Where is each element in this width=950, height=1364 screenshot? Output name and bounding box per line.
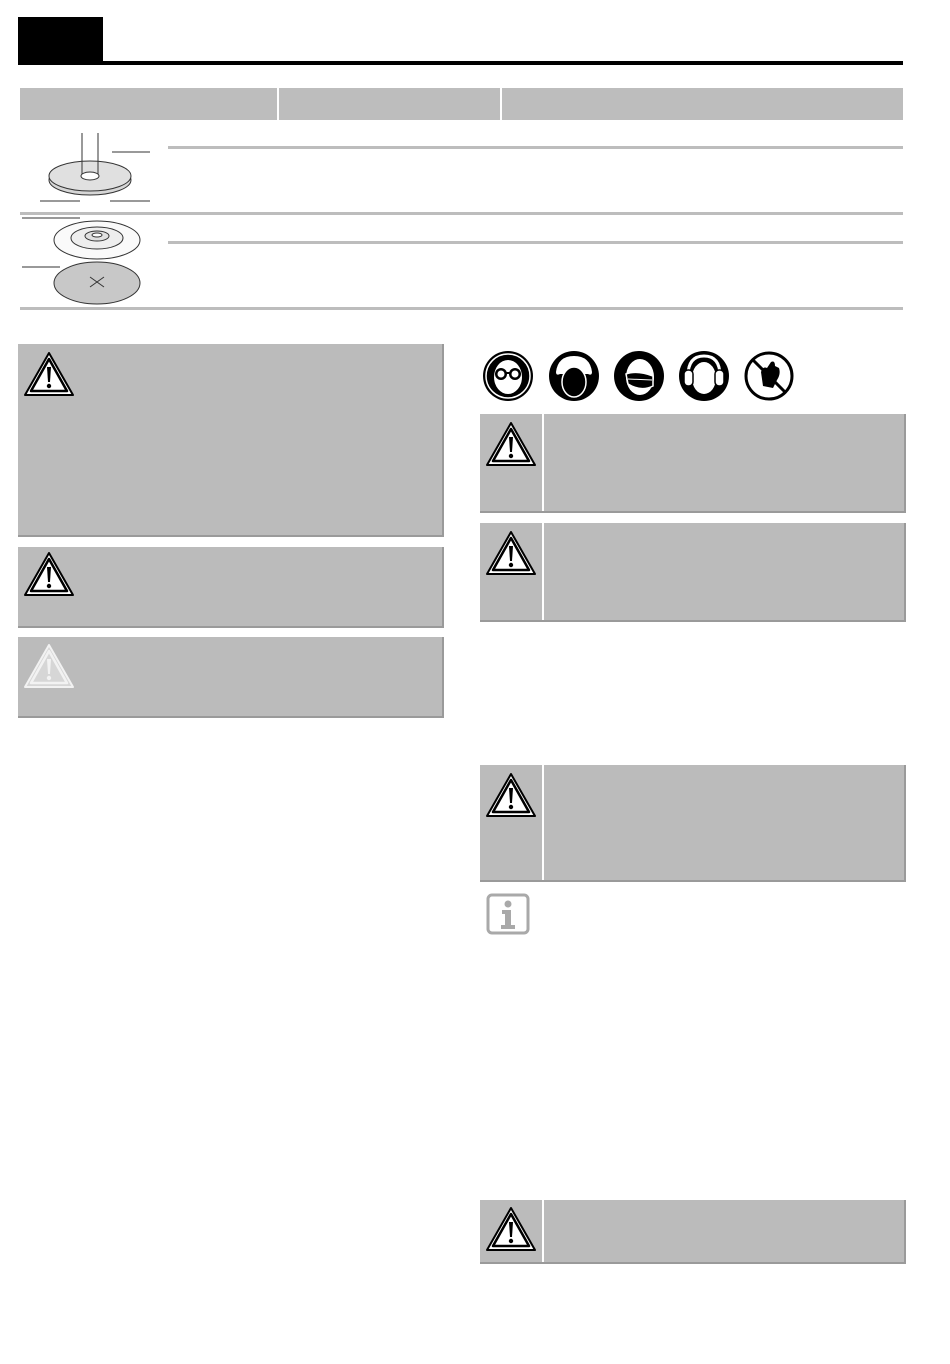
info-note-text (545, 893, 895, 933)
ear-protection-icon (678, 350, 730, 402)
table-row-rule (168, 146, 903, 149)
header-rule (18, 61, 903, 65)
dust-mask-icon (613, 350, 665, 402)
warning-triangle-icon (23, 550, 75, 598)
table-header-cell (502, 88, 903, 120)
warning-triangle-icon (485, 420, 537, 468)
table-row-rule (168, 241, 903, 244)
eye-protection-icon (482, 350, 534, 402)
warning-box (480, 765, 906, 882)
warning-triangle-icon (485, 1205, 537, 1253)
table-header-cell (279, 88, 502, 120)
grinding-disc-diagram (20, 128, 165, 208)
warning-triangle-icon (23, 350, 75, 398)
header-black-block (18, 17, 103, 63)
warning-box (480, 1200, 906, 1264)
table-header-cell (20, 88, 279, 120)
warning-box (480, 414, 906, 513)
hair-protection-icon (548, 350, 600, 402)
info-icon (486, 893, 530, 935)
warning-box (480, 523, 906, 622)
warning-box (18, 547, 444, 628)
caution-triangle-light-icon (23, 642, 75, 690)
flap-disc-diagram (20, 215, 165, 307)
no-gloves-icon (743, 350, 795, 402)
table-header (20, 88, 903, 120)
warning-box (18, 344, 444, 537)
warning-triangle-icon (485, 771, 537, 819)
warning-triangle-icon (485, 529, 537, 577)
caution-box (18, 637, 444, 718)
table-row-divider (20, 307, 903, 310)
